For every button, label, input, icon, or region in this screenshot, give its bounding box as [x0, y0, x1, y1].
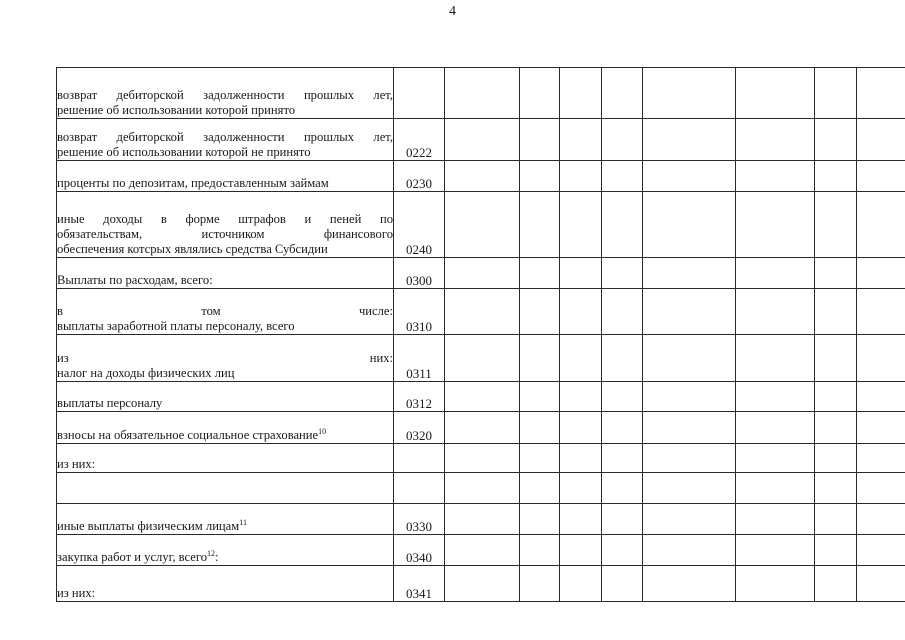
- value-cell: [643, 289, 736, 335]
- value-cell: [857, 535, 905, 566]
- row-label-line: возврат дебиторской задолженности прошлых лет,: [57, 88, 393, 102]
- value-cell: [815, 68, 857, 119]
- value-cell: [643, 192, 736, 258]
- page-number: 4: [449, 4, 456, 19]
- value-cell: [560, 258, 602, 289]
- value-cell: [445, 119, 520, 161]
- value-cell: [736, 258, 815, 289]
- value-cell: [602, 289, 643, 335]
- row-label-line: возврат дебиторской задолженности прошлых лет,: [57, 130, 393, 144]
- value-cell: [815, 473, 857, 504]
- value-cell: [560, 566, 602, 602]
- value-cell: [736, 68, 815, 119]
- row-label-line: из них:: [57, 457, 96, 471]
- table-row: [57, 119, 905, 161]
- row-label-line: из них:: [57, 351, 393, 365]
- row-label-line: налог на доходы физических лиц: [57, 366, 235, 380]
- value-cell: [602, 68, 643, 119]
- value-cell: [815, 412, 857, 444]
- row-label: [57, 504, 394, 535]
- row-label: [57, 335, 394, 382]
- value-cell: [520, 258, 560, 289]
- row-label: [57, 258, 394, 289]
- value-cell: [520, 504, 560, 535]
- value-cell: [602, 192, 643, 258]
- table-row: [57, 444, 905, 473]
- value-cell: [520, 161, 560, 192]
- value-cell: [520, 289, 560, 335]
- value-cell: [857, 473, 905, 504]
- value-cell: [520, 335, 560, 382]
- value-cell: [560, 473, 602, 504]
- value-cell: [736, 119, 815, 161]
- row-label-line: решение об использовании которой принято: [57, 103, 296, 117]
- value-cell: [445, 535, 520, 566]
- value-cell: [857, 119, 905, 161]
- value-cell: [643, 382, 736, 412]
- value-cell: [560, 289, 602, 335]
- table-row: [57, 68, 905, 119]
- value-cell: [857, 289, 905, 335]
- value-cell: [736, 504, 815, 535]
- value-cell: [857, 382, 905, 412]
- row-code: [394, 444, 445, 473]
- row-label: [57, 444, 394, 473]
- report-table: [56, 67, 905, 602]
- row-label-line: выплаты заработной платы персоналу, всего: [57, 319, 295, 333]
- row-code: [394, 473, 445, 504]
- row-label-line: взносы на обязательное социальное страхование: [57, 428, 319, 442]
- value-cell: [815, 382, 857, 412]
- row-code: 0230: [394, 161, 445, 192]
- value-cell: [520, 535, 560, 566]
- value-cell: [815, 289, 857, 335]
- value-cell: [815, 335, 857, 382]
- value-cell: [857, 444, 905, 473]
- value-cell: [445, 444, 520, 473]
- value-cell: [643, 68, 736, 119]
- value-cell: [815, 535, 857, 566]
- value-cell: [445, 258, 520, 289]
- value-cell: [560, 335, 602, 382]
- value-cell: [815, 444, 857, 473]
- value-cell: [445, 566, 520, 602]
- row-label-line: обеспечения котсрых являлись средства Субсидии: [57, 242, 328, 256]
- value-cell: [560, 535, 602, 566]
- value-cell: [445, 382, 520, 412]
- value-cell: [445, 68, 520, 119]
- row-code: [394, 68, 445, 119]
- value-cell: [560, 382, 602, 412]
- value-cell: [520, 412, 560, 444]
- value-cell: [736, 192, 815, 258]
- row-code: 0330: [394, 504, 445, 535]
- value-cell: [520, 68, 560, 119]
- value-cell: [602, 444, 643, 473]
- table-row: [57, 504, 905, 535]
- value-cell: [445, 473, 520, 504]
- value-cell: [602, 473, 643, 504]
- value-cell: [736, 335, 815, 382]
- value-cell: [815, 504, 857, 535]
- row-label: [57, 289, 394, 335]
- value-cell: [445, 289, 520, 335]
- row-label-line: обязательствам, источником финансового: [57, 227, 393, 241]
- value-cell: [602, 382, 643, 412]
- value-cell: [560, 192, 602, 258]
- row-label-line: иные доходы в форме штрафов и пеней по: [57, 212, 393, 226]
- table-row: [57, 161, 905, 192]
- row-label: [57, 566, 394, 602]
- value-cell: [520, 192, 560, 258]
- value-cell: [643, 535, 736, 566]
- row-label-line: из них:: [57, 586, 96, 600]
- row-code: 0300: [394, 258, 445, 289]
- value-cell: [736, 412, 815, 444]
- value-cell: [560, 444, 602, 473]
- value-cell: [560, 161, 602, 192]
- value-cell: [643, 473, 736, 504]
- row-label: [57, 192, 394, 258]
- value-cell: [736, 535, 815, 566]
- value-cell: [736, 473, 815, 504]
- row-label-line: решение об использовании которой не принято: [57, 145, 311, 159]
- table-row: [57, 473, 905, 504]
- table-row: [57, 335, 905, 382]
- value-cell: [857, 566, 905, 602]
- row-code: 0240: [394, 192, 445, 258]
- table-row: [57, 258, 905, 289]
- row-label-line: в том числе:: [57, 304, 393, 318]
- value-cell: [643, 335, 736, 382]
- table-row: [57, 192, 905, 258]
- value-cell: [602, 566, 643, 602]
- value-cell: [643, 504, 736, 535]
- value-cell: [445, 412, 520, 444]
- value-cell: [445, 192, 520, 258]
- table-row: [57, 382, 905, 412]
- row-label: [57, 68, 394, 119]
- value-cell: [602, 412, 643, 444]
- value-cell: [815, 192, 857, 258]
- value-cell: [857, 68, 905, 119]
- row-label-line: проценты по депозитам, предоставленным займам: [57, 176, 329, 190]
- value-cell: [520, 566, 560, 602]
- table-row: [57, 566, 905, 602]
- value-cell: [643, 119, 736, 161]
- value-cell: [560, 504, 602, 535]
- value-cell: [857, 504, 905, 535]
- value-cell: [445, 504, 520, 535]
- value-cell: [815, 161, 857, 192]
- value-cell: [736, 444, 815, 473]
- row-code: 0340: [394, 535, 445, 566]
- value-cell: [815, 258, 857, 289]
- row-label: [57, 161, 394, 192]
- value-cell: [560, 412, 602, 444]
- row-label-line: Выплаты по расходам, всего:: [57, 273, 213, 287]
- row-label-line: выплаты персоналу: [57, 396, 163, 410]
- value-cell: [602, 161, 643, 192]
- value-cell: [736, 161, 815, 192]
- row-label-line: закупка работ и услуг, всего: [57, 550, 208, 564]
- value-cell: [857, 192, 905, 258]
- row-label: [57, 473, 394, 504]
- value-cell: [736, 382, 815, 412]
- value-cell: [857, 412, 905, 444]
- value-cell: [520, 119, 560, 161]
- row-code: 0341: [394, 566, 445, 602]
- value-cell: [857, 258, 905, 289]
- row-code: 0310: [394, 289, 445, 335]
- row-label-line: иные выплаты физическим лицам: [57, 519, 240, 533]
- value-cell: [815, 566, 857, 602]
- value-cell: [520, 473, 560, 504]
- row-label-suffix: :: [215, 550, 219, 564]
- row-label: [57, 382, 394, 412]
- value-cell: [560, 68, 602, 119]
- value-cell: [643, 161, 736, 192]
- row-code: 0311: [394, 335, 445, 382]
- value-cell: [602, 258, 643, 289]
- value-cell: [857, 335, 905, 382]
- row-label: [57, 535, 394, 566]
- row-code: 0320: [394, 412, 445, 444]
- row-label: [57, 412, 394, 444]
- value-cell: [815, 119, 857, 161]
- table-row: [57, 289, 905, 335]
- footnote-ref: 10: [318, 426, 327, 436]
- value-cell: [602, 335, 643, 382]
- footnote-ref: 12: [207, 548, 216, 558]
- table-row: [57, 412, 905, 444]
- value-cell: [736, 566, 815, 602]
- value-cell: [643, 258, 736, 289]
- value-cell: [602, 119, 643, 161]
- value-cell: [560, 119, 602, 161]
- value-cell: [643, 444, 736, 473]
- value-cell: [736, 289, 815, 335]
- value-cell: [643, 566, 736, 602]
- value-cell: [520, 382, 560, 412]
- table-body: [57, 68, 905, 602]
- value-cell: [445, 161, 520, 192]
- value-cell: [445, 335, 520, 382]
- value-cell: [857, 161, 905, 192]
- row-label: [57, 119, 394, 161]
- row-code: 0222: [394, 119, 445, 161]
- value-cell: [602, 535, 643, 566]
- footnote-ref: 11: [239, 517, 247, 527]
- row-code: 0312: [394, 382, 445, 412]
- value-cell: [520, 444, 560, 473]
- value-cell: [602, 504, 643, 535]
- table-row: [57, 535, 905, 566]
- value-cell: [643, 412, 736, 444]
